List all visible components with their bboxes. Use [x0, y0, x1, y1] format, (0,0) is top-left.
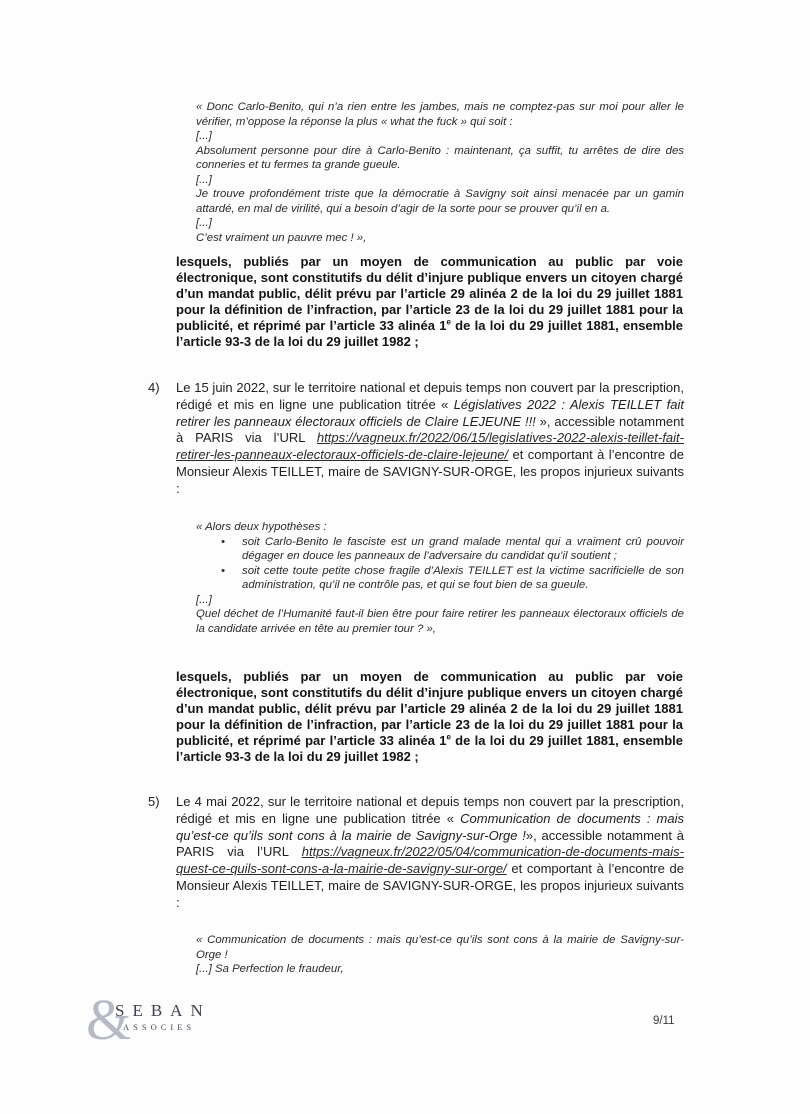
ampersand-logo-glyph: & [86, 987, 132, 1052]
quote-paragraph: « Communication de documents : mais qu’est-ce qu’ils sont cons à la mairie de Savigny-sur-Orge ! [196, 934, 684, 961]
item-tail-text: et comportant à l’encontre de Monsieur Alexis TEILLET, maire de SAVIGNY-SUR-ORGE, les propos injurieux suivants : [176, 447, 684, 496]
bullet-item [196, 564, 684, 593]
ellipsis-marker: [...] [196, 173, 212, 186]
numbered-item-4 [148, 380, 684, 498]
item-lead-text: Le 15 juin 2022, sur le territoire national et depuis temps non couvert par la prescription, rédigé et mis en ligne une publication titrée « [176, 380, 684, 412]
quote-paragraph: Je trouve profondément triste que la démocratie à Savigny soit ainsi menacée par un gamin attardé, en mal de virilité, qui a besoin d’agir de la sorte pour se prouver qu’il en a. [196, 188, 684, 215]
bullet-icon: • [221, 564, 225, 577]
bullet-icon: • [221, 535, 225, 548]
bullet-text: soit cette toute petite chose fragile d’Alexis TEILLET est la victime sacrificielle de son administration, qu’il ne contrôle pas, et qui se fout bien de sa gueule. [242, 564, 684, 591]
quote-paragraph: Quel déchet de l’Humanité faut-il bien être pour faire retirer les panneaux électoraux officiels de la candidate arrivée en tête au premier tour ? », [196, 608, 684, 635]
item-lead-text: Le 4 mai 2022, sur le territoire national et depuis temps non couvert par la prescription, rédigé et mis en ligne une publication titrée « [176, 794, 684, 826]
superscript-ordinal: e [446, 317, 451, 327]
item-number: 4) [148, 380, 160, 395]
item-text [176, 380, 684, 498]
bullet-text: soit Carlo-Benito le fasciste est un grand malade mental qui a vraiment crû pouvoir dégager en douce les panneaux de l’adversaire du candidat qu’il soutient ; [242, 535, 684, 562]
quote-paragraph: [...] Sa Perfection le fraudeur, [196, 963, 344, 975]
clause-text: lesquels, publiés par un moyen de communication au public par voie électronique, sont constitutifs du délit d’injure publique envers un citoyen chargé d’un mandat public, délit prévu par l’article 29 alinéa 2 de la loi du 29 juillet 1881 pour la définition de l’infraction, par l’article 23 de la loi du 29 juillet 1881 pour la publicité, et réprimé par l’article 33 alinéa 1 [176, 254, 683, 333]
item-tail-text: et comportant à l’encontre de Monsieur Alexis TEILLET, maire de SAVIGNY-SUR-ORGE, les propos injurieux suivants : [176, 861, 684, 910]
page-number: 9/11 [653, 1015, 675, 1027]
item-mid-text: », accessible notamment à PARIS via l’URL [176, 827, 684, 860]
logo-firm-subtitle: ASSOCIES [123, 1022, 196, 1032]
ellipsis-marker: [...] [196, 593, 212, 606]
quote-paragraph: « Alors deux hypothèses : [196, 521, 327, 533]
clause-text: de la loi du 29 juillet 1881, ensemble l’article 93-3 de la loi du 29 juillet 1982 ; [176, 732, 684, 764]
quoted-passage-1 [196, 100, 684, 245]
numbered-item-5 [148, 794, 684, 912]
legal-clause-2 [176, 669, 683, 764]
bullet-item [196, 535, 684, 564]
url-text: https://vagneux.fr/2022/05/04/communication-de-documents-mais-quest-ce-quils-sont-cons-a-la-mairie-de-savigny-sur-orge/ [176, 844, 684, 877]
item-mid-text: », accessible notamment à PARIS via l’URL [176, 413, 684, 446]
item-number: 5) [148, 794, 160, 809]
publication-title: Communication de documents : mais qu’est-ce qu’ils sont cons à la mairie de Savigny-sur-Orge ! [176, 810, 685, 843]
quoted-passage-2 [196, 520, 684, 636]
superscript-ordinal: e [446, 732, 451, 742]
logo-firm-name: SEBAN [115, 1001, 211, 1020]
legal-clause-1 [176, 254, 683, 349]
publication-title: Législatives 2022 : Alexis TEILLET fait retirer les panneaux électoraux officiels de Claire LEJEUNE !!! [176, 396, 684, 429]
ellipsis-marker: [...] [196, 217, 212, 229]
quoted-passage-3 [196, 933, 684, 977]
item-text [176, 794, 684, 912]
quote-paragraph: C’est vraiment un pauvre mec ! », [196, 231, 367, 244]
quote-paragraph: « Donc Carlo-Benito, qui n’a rien entre les jambes, mais ne comptez-pas sur moi pour aller le vérifier, m’oppose la réponse la plus « what the fuck » qui soit : [196, 101, 684, 128]
quote-paragraph: Absolument personne pour dire à Carlo-Benito : maintenant, ça suffit, tu arrêtes de dire des conneries et tu fermes ta grande gueule. [196, 144, 684, 171]
clause-text: lesquels, publiés par un moyen de communication au public par voie électronique, sont constitutifs du délit d’injure publique envers un citoyen chargé d’un mandat public, délit prévu par l’article 29 alinéa 2 de la loi du 29 juillet 1881 pour la définition de l’infraction, par l’article 23 de la loi du 29 juillet 1881 pour la publicité, et réprimé par l’article 33 alinéa 1 [176, 669, 683, 748]
ellipsis-marker: [...] [196, 130, 212, 142]
clause-text: de la loi du 29 juillet 1881, ensemble l’article 93-3 de la loi du 29 juillet 1982 ; [176, 317, 684, 349]
seban-associes-logo [86, 987, 256, 1052]
url-text: https://vagneux.fr/2022/06/15/legislatives-2022-alexis-teillet-fait-retirer-les-panneaux-electoraux-officiels-de-claire-lejeune/ [176, 430, 684, 463]
